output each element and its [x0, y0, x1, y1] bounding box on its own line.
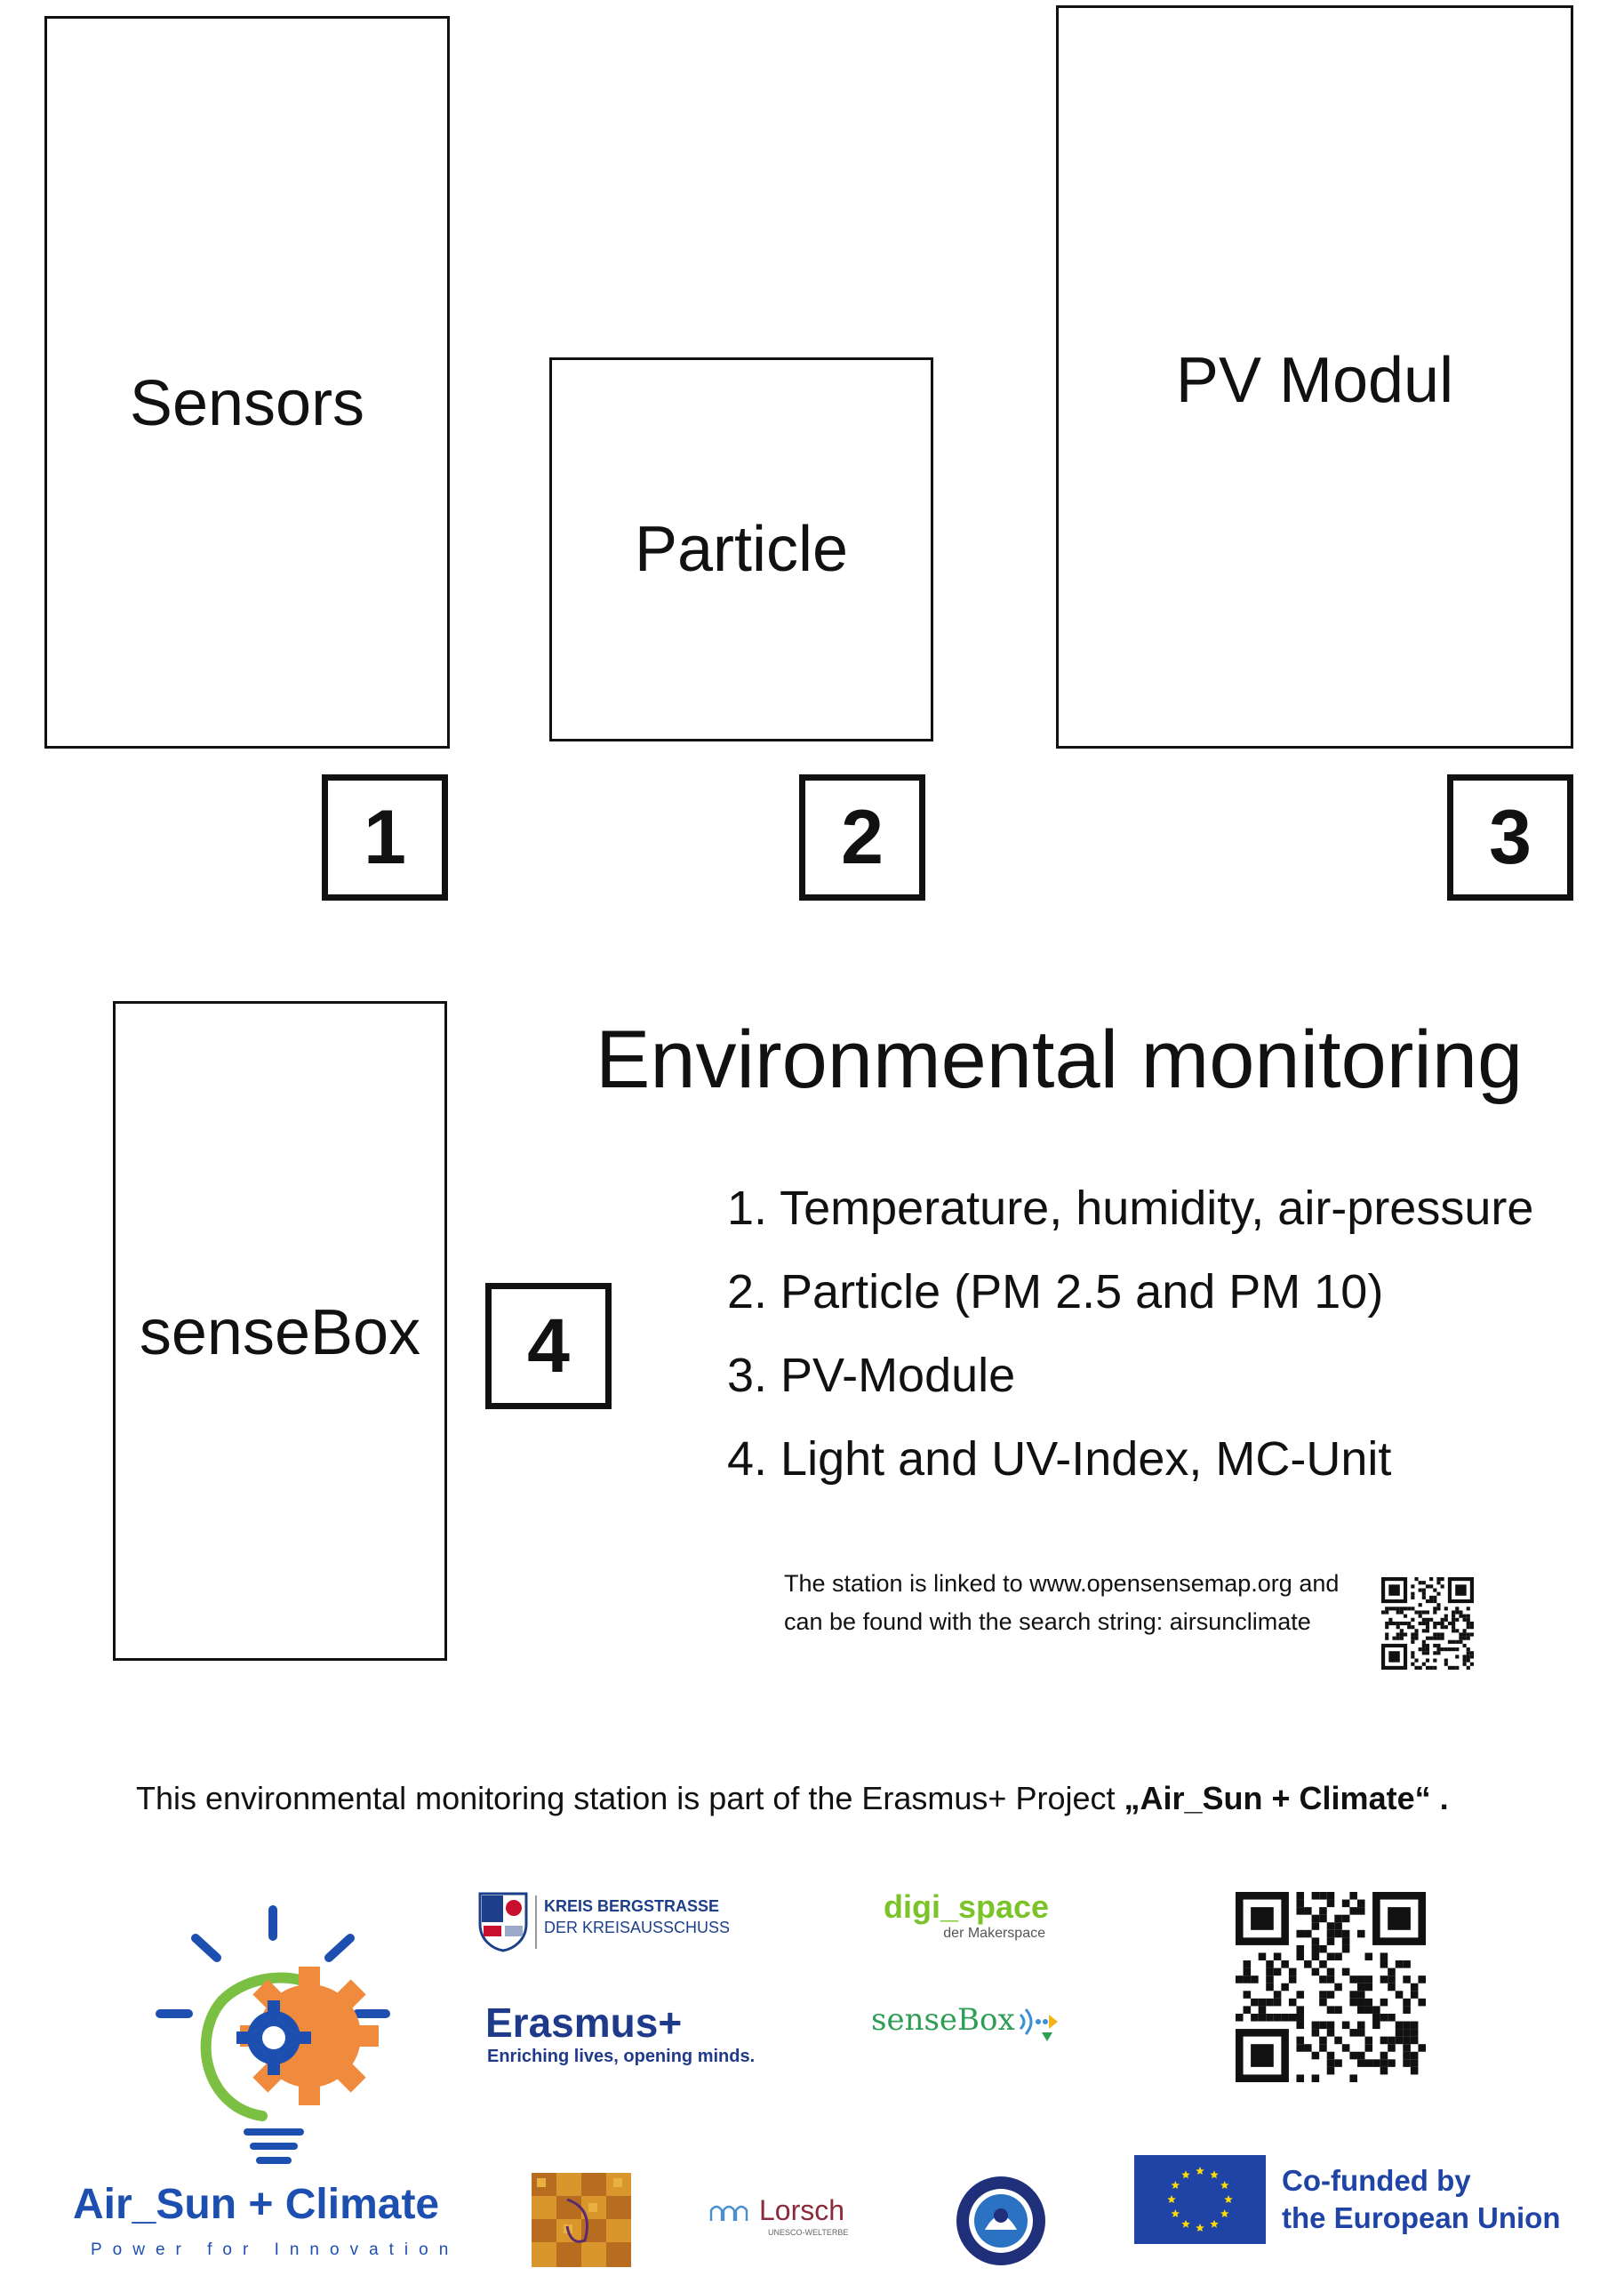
- lorsch-wordmark: Lorsch: [759, 2194, 845, 2226]
- eu-cofunded-label: [1282, 2162, 1561, 2237]
- lorsch-logo: [709, 2192, 860, 2242]
- list-item: 1. Temperature, humidity, air-pressure: [727, 1182, 1534, 1235]
- kreis-bergstrasse-logo: [478, 1892, 731, 1956]
- air-sun-climate-tagline: Power for Innovation: [91, 2240, 460, 2259]
- coat-of-arms-icon: [478, 1892, 528, 1952]
- lightbulb-gear-icon: [71, 1903, 480, 2187]
- pv-modul-box: [1056, 5, 1573, 749]
- page-title: Environmental monitoring: [596, 1014, 1524, 1105]
- list-item: 4. Light and UV-Index, MC-Unit: [727, 1432, 1392, 1486]
- kreis-line2: DER KREISAUSSCHUSS: [544, 1919, 731, 1936]
- sensors-box: [44, 16, 450, 749]
- school-emblem-icon: [955, 2175, 1047, 2267]
- eu-line1: Co-funded by: [1282, 2164, 1471, 2197]
- eu-line2: the European Union: [1282, 2201, 1561, 2234]
- air-sun-climate-wordmark: Air_Sun + Climate: [73, 2181, 440, 2228]
- pv-modul-label: PV Modul: [1175, 345, 1454, 416]
- station-note-line2: can be found with the search string: airsunclimate: [784, 1608, 1311, 1635]
- qr-code-graphic: [1381, 1577, 1474, 1670]
- number-marker-2: 2: [799, 774, 925, 901]
- station-note-line1: The station is linked to www.opensensemap.org and: [784, 1570, 1340, 1597]
- kreis-line1: KREIS BERGSTRASSE: [544, 1897, 720, 1915]
- sensebox-wordmark: senseBox: [871, 2002, 1015, 2038]
- erasmus-tagline: Enriching lives, opening minds.: [487, 2047, 756, 2066]
- digi-space-subtitle: der Makerspace: [943, 1926, 1045, 1941]
- number-marker-4: 4: [485, 1283, 612, 1409]
- digi-space-logo: [880, 1888, 1058, 1952]
- eu-flag-icon: [1134, 2155, 1266, 2244]
- sensebox-label: senseBox: [139, 1297, 421, 1368]
- kreis-divider: [535, 1895, 537, 1949]
- number-marker-1: 1: [322, 774, 448, 901]
- qr-code-graphic: [1236, 1892, 1426, 2082]
- particle-label: Particle: [634, 514, 849, 585]
- erasmus-wordmark: Erasmus+: [485, 2000, 683, 2046]
- project-statement: [136, 1780, 1449, 1817]
- project-qr-code[interactable]: [1236, 1892, 1426, 2082]
- lorsch-subtitle: UNESCO-WELTERBE: [768, 2228, 849, 2237]
- station-note: [784, 1565, 1371, 1641]
- project-name: „Air_Sun + Climate“ .: [1124, 1780, 1449, 1816]
- feature-list: [727, 1166, 1533, 1501]
- opensensemap-qr-code[interactable]: [1381, 1577, 1474, 1670]
- erasmus-plus-logo: [485, 1999, 770, 2070]
- particle-box: [549, 357, 933, 741]
- sensebox-box: [113, 1001, 447, 1661]
- school-mosaic-logo: [532, 2173, 631, 2267]
- sensebox-logo: [869, 2000, 1065, 2050]
- number-marker-3: 3: [1447, 774, 1573, 901]
- project-statement-prefix: This environmental monitoring station is part of the Erasmus+ Project: [136, 1780, 1124, 1816]
- list-item: 2. Particle (PM 2.5 and PM 10): [727, 1265, 1384, 1318]
- sensebox-signal-icon: [1015, 2000, 1063, 2045]
- list-item: 3. PV-Module: [727, 1349, 1016, 1402]
- air-sun-climate-logo: [71, 1903, 480, 2267]
- digi-space-wordmark: digi_space: [884, 1888, 1050, 1925]
- sensors-label: Sensors: [129, 368, 365, 439]
- lorsch-arches-icon: [709, 2201, 756, 2223]
